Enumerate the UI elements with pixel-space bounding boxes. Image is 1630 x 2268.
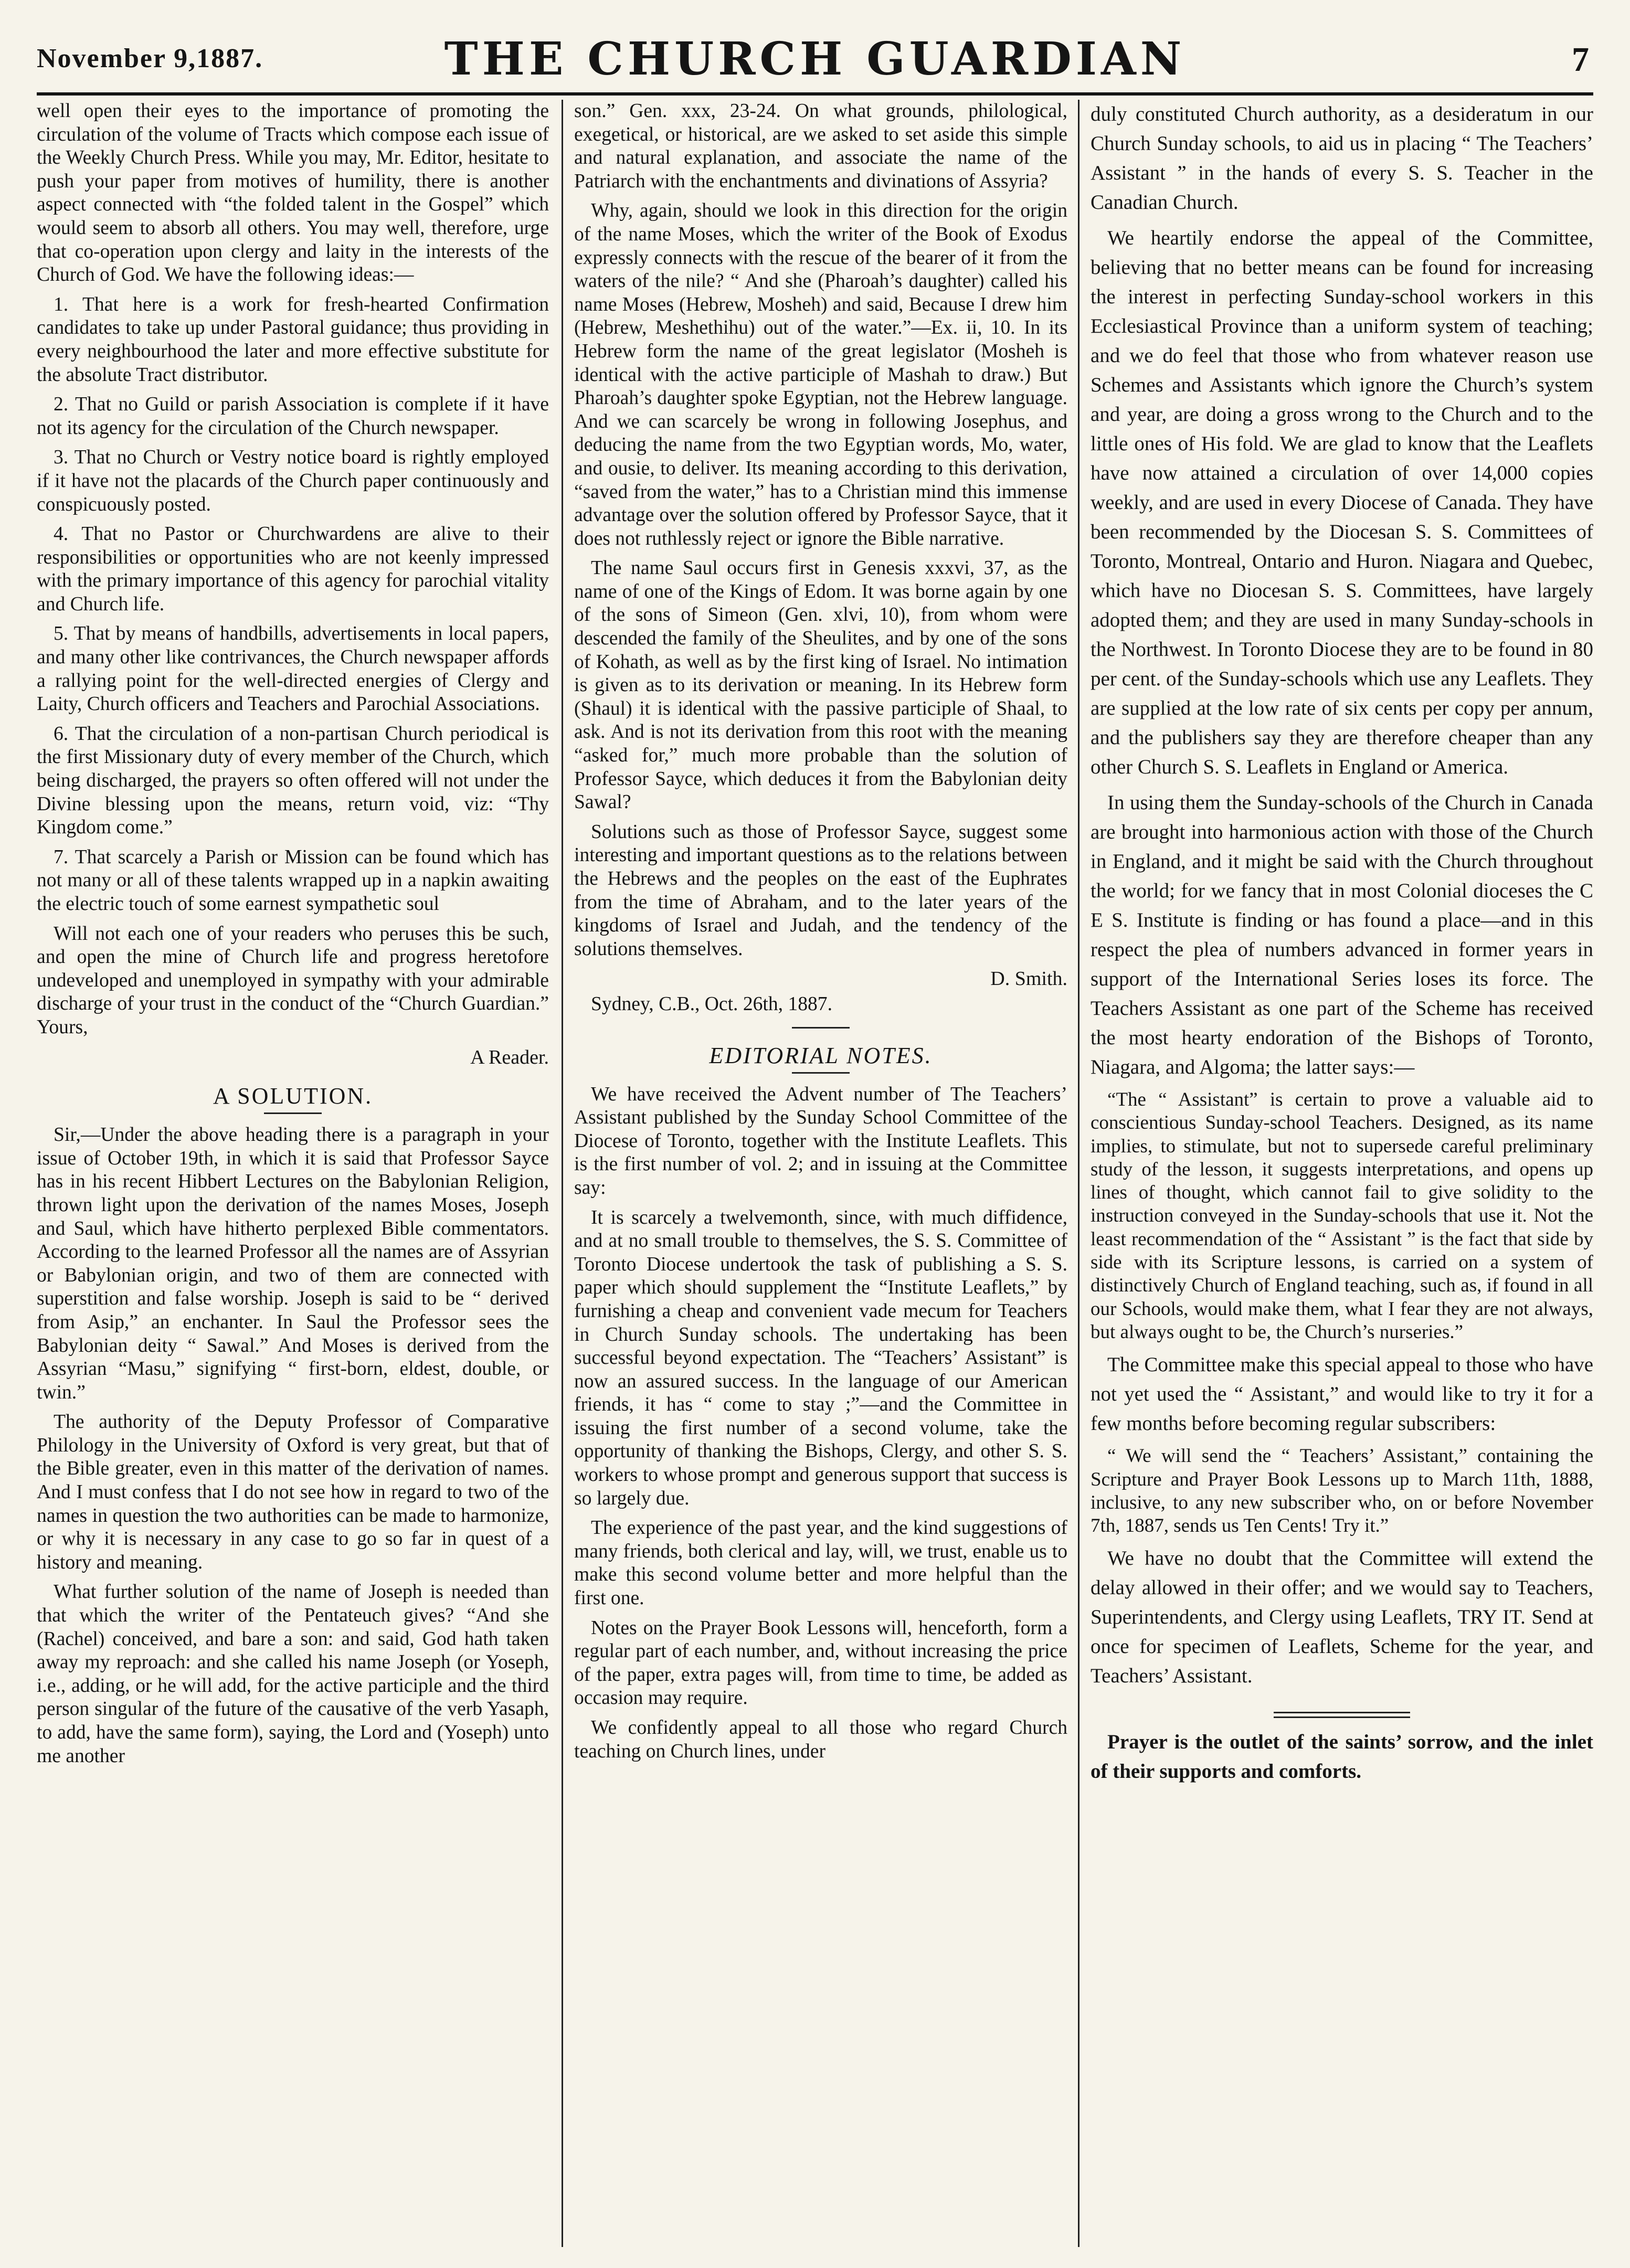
article-paragraph: The name Saul occurs first in Genesis xxxvi, 37, as the name of one of the Kings of Edom. It was borne again by one of the sons of Simeon (Gen. xlvi, 10), from whom were descended the family of the Sheulites, and by one of the sons of Kohath, as well as by the first king of Israel. No intimation is given as to its derivation or meaning. In its Hebrew form (Shaul) it is identical with the passive participle of Shaal, to ask. And is not its derivation from this root with the meaning “asked for,” much more probable than the solution of Professor Sayce, which deduces it from the Babylonian deity Sawal? [574, 557, 1067, 813]
article-paragraph: Notes on the Prayer Book Lessons will, henceforth, form a regular part of each number, and, without increasing the price of the paper, extra pages will, from time to time, be added as occasion may require. [574, 1617, 1067, 1709]
article-paragraph: We heartily endorse the appeal of the Committee, believing that no better means can be found for increasing the interest in perfecting Sunday-school workers in this Ecclesiastical Province than a uniform system of teaching; and we do feel that those who from whatever reason use Schemes and Assistants which ignore the Church’s system and year, are doing a gross wrong to the Church and to the little ones of His fold. We are glad to know that the Leaflets have now attained a circulation of over 14,000 copies weekly, and are used in every Diocese of Canada. They have been recommended by the Diocesan S. S. Committees of Toronto, Montreal, Ontario and Huron. Niagara and Quebec, which have no Diocesan S. S. Committees, have largely adopted them; and they are used in many Sunday-schools in the Northwest. In Toronto Diocese they are to be found in 80 per cent. of the Sunday-schools which use any Leaflets. They are supplied at the low rate of six cents per copy per annum, and the publishers say they are therefore cheaper than any other Church S. S. Leaflets in England or America. [1091, 227, 1593, 778]
article-paragraph: It is scarcely a twelvemonth, since, with much diffidence, and at no small trouble to themselves, the S. S. Committee of Toronto Diocese undertook the task of publishing a S. S. paper which should supplement the “Institute Leaflets,” by furnishing a cheap and convenient vade mecum for Teachers in Church Sunday schools. The undertaking has been successful beyond expectation. The “Teachers’ Assistant” is now an assured success. In the language of our American friends, it has “ come to stay ;”—and the Committee in issuing the first number of a second volume, take the opportunity of thanking the Bishops, Clergy, and other S. S. workers to whose prompt and generous support that success is so largely due. [574, 1206, 1067, 1509]
article-paragraph: Sir,—Under the above heading there is a paragraph in your issue of October 19th, in which it is said that Professor Sayce has in his recent Hibbert Lectures on the Babylonian Religion, thrown light upon the derivation of the names Moses, Joseph and Saul, which have hitherto perplexed Bible commentators. According to the learned Professor all the names are of Assyrian or Babylonian origin, and two of them are connected with superstition and false worship. Joseph is said to be “ derived from Asip,” an enchanter. In Saul the Professor sees the Babylonian deity “ Sawal.” And Moses is derived from the Assyrian “Masu,” signifying “ first-born, eldest, double, or twin.” [37, 1124, 549, 1403]
section-heading: A SOLUTION. [213, 1083, 373, 1109]
list-item: 1. That here is a work for fresh-hearted Confirmation candidates to take up under Pastoral guidance; thus providing in every neighbourhood the later and more effective substitute for the absolute Tract distributor. [37, 293, 549, 386]
page-number: 7 [1572, 40, 1589, 79]
column-divider [1078, 100, 1079, 2247]
dateline: Sydney, C.B., Oct. 26th, 1887. [591, 993, 832, 1015]
article-paragraph: Why, again, should we look in this direction for the origin of the name Moses, which the writer of the Book of Exodus expressly connects with the rescue of the bearer of it from the waters of the nile? “ And she (Pharoah’s daughter) called his name Moses (Hebrew, Mosheh) and said, Because I drew him (Hebrew, Meshethihu) out of the water.”—Ex. ii, 10. In its Hebrew form the name of the great legislator (Mosheh is identical with the active participle of Mashah to draw.) But Pharoah’s daughter spoke Egyptian, not the Hebrew language. And we can scarcely be wrong in following Josephus, and deducing the name from the two Egyptian words, Mo, water, and ousie, to deliver. Its meaning according to this derivation, “saved from the water,” has to a Christian mind this immense advantage over the solution offered by Professor Sayce, that it does not ruthlessly reject or ignore the Bible narrative. [574, 200, 1067, 549]
quoted-paragraph: “ We will send the “ Teachers’ Assistant,” containing the Scripture and Prayer Book Lessons up to March 11th, 1888, inclusive, to any new subscriber who, on or before November 7th, 1887, sends us Ten Cents! Try it.” [1091, 1445, 1593, 1537]
heading-rule [792, 1072, 850, 1074]
article-paragraph: We confidently appeal to all those who regard Church teaching on Church lines, under [574, 1717, 1067, 1762]
article-paragraph: son.” Gen. xxx, 23-24. On what grounds, philological, exegetical, or historical, are we asked to set aside this simple and natural explanation, and associate the name of the Patriarch with the enchantments and divinations of Assyria? [574, 100, 1067, 192]
section-rule [792, 1027, 850, 1029]
list-item: 4. That no Pastor or Churchwardens are alive to their responsibilities or opportunities who are not keenly impressed with the primary importance of this agency for parochial vitality and Church life. [37, 523, 549, 615]
column-2 [574, 100, 1067, 2247]
article-paragraph: We have no doubt that the Committee will extend the delay allowed in their offer; and we would say to Teachers, Superintendents, and Clergy using Leaflets, TRY IT. Send at once for specimen of Leaflets, Scheme for the year, and Teachers’ Assistant. [1091, 1547, 1593, 1688]
column-3 [1091, 100, 1593, 2247]
column-1 [37, 100, 549, 2247]
list-item: 3. That no Church or Vestry notice board is rightly employed if it have not the placards of the Church paper continuously and conspicuously posted. [37, 447, 549, 515]
list-item: 6. That the circulation of a non-partisan Church periodical is the first Missionary duty of every member of the Church, which being discharged, the prayers so often offered will not under the Divine blessing upon the means, return void, viz: “Thy Kingdom come.” [37, 723, 549, 839]
list-item: 5. That by means of handbills, advertisements in local papers, and many other like contrivances, the Church newspaper affords a rallying point for the well-directed energies of Clergy and Laity, Church officers and Teachers and Parochial Associations. [37, 623, 549, 715]
article-paragraph: In using them the Sunday-schools of the Church in Canada are brought into harmonious action with those of the Church in England, and it might be said with the Church throughout the world; for we fancy that in most Colonial dioceses the C E S. Institute is finding or has found a place—and in this respect the plea of numbers advanced in former years in support of the International Series loses its force. The Teachers Assistant as one part of the Scheme has received the most hearty endoration of the Bishops of Toronto, Niagara, and Algoma; the latter says:— [1091, 791, 1593, 1078]
signature: A Reader. [470, 1046, 549, 1068]
article-paragraph: Solutions such as those of Professor Sayce, suggest some interesting and important questions as to the relations between the Hebrews and the peoples on the east of the Euphrates from the time of Abraham, and to the later years of the kingdoms of Israel and Judah, and the tendency of the solutions themselves. [574, 821, 1067, 960]
heading-rule [264, 1112, 322, 1114]
column-divider [562, 100, 563, 2247]
article-paragraph: We have received the Advent number of The Teachers’ Assistant published by the Sunday School Committee of the Diocese of Toronto, together with the Institute Leaflets. This is the first number of vol. 2; and in issuing at the Committee say: [574, 1083, 1067, 1199]
list-item: 2. That no Guild or parish Association is complete if it have not its agency for the circulation of the Church newspaper. [37, 394, 549, 439]
section-rule [1274, 1712, 1410, 1718]
letter-paragraph: well open their eyes to the importance of promoting the circulation of the volume of Tracts which compose each issue of the Weekly Church Press. While you may, Mr. Editor, hesitate to push your paper from motives of humility, there is another aspect connected with “the folded talent in the Gospel” which would seem to absorb all others. You may well, therefore, urge that co-operation upon clergy and laity in the interests of the Church of God. We have the following ideas:— [37, 100, 549, 286]
quoted-paragraph: “The “ Assistant” is certain to prove a valuable aid to conscientious Sunday-school Teachers. Designed, as its name implies, to stimulate, but not to supersede careful preliminary study of the lesson, it suggests interpretations, and opens up lines of thought, which cannot fail to give solidity to the instruction conveyed in the Sunday-schools that use it. Not the least recommendation of the “ Assistant ” is the fact that side by side with its Scripture lessons, is carried on a system of distinctively Church of England teaching, such as, if found in all our Schools, would make them, what I fear they are not always, but always ought to be, the Church’s nurseries.” [1091, 1089, 1593, 1343]
issue-date: November 9,1887. [37, 44, 263, 73]
list-item: 7. That scarcely a Parish or Mission can be found which has not many or all of these talents wrapped up in a napkin awaiting the electric touch of some earnest sympathetic soul [37, 846, 549, 915]
closing-quote: Prayer is the outlet of the saints’ sorrow, and the inlet of their supports and comforts. [1091, 1731, 1593, 1783]
section-heading: EDITORIAL NOTES. [709, 1042, 933, 1068]
article-paragraph: The Committee make this special appeal to those who have not yet used the “ Assistant,” and would like to try it for a few months before becoming regular subscribers: [1091, 1353, 1593, 1435]
article-paragraph: What further solution of the name of Joseph is needed than that which the writer of the Pentateuch gives? “And she (Rachel) conceived, and bare a son: and said, God hath taken away my reproach: and she called his name Joseph (or Yoseph, i.e., adding, or he will add, for the active participle and the third person singular of the future of the causative of the verb Yasaph, to add, have the same form), saying, the Lord and (Yoseph) unto me another [37, 1581, 549, 1767]
letter-paragraph: Will not each one of your readers who peruses this be such, and open the mine of Church life and progress heretofore undeveloped and unemployed in sympathy with your admirable discharge of your trust in the conduct of the “Church Guardian.” Yours, [37, 923, 549, 1038]
article-paragraph: The experience of the past year, and the kind suggestions of many friends, both clerical and lay, will, we trust, enable us to make this second volume better and more helpful than the first one. [574, 1517, 1067, 1609]
masthead [37, 33, 1593, 90]
signature: D. Smith. [990, 968, 1067, 990]
article-paragraph: The authority of the Deputy Professor of Comparative Philology in the University of Oxford is very great, but that of the Bible greater, even in this matter of the derivation of names. And I must confess that I do not see how in regard to two of the names in question the two authorities can be made to harmonize, or why it is necessary in any case to go so far in quest of a history and meaning. [37, 1411, 549, 1573]
article-paragraph: duly constituted Church authority, as a desideratum in our Church Sunday schools, to aid us in placing “ The Teachers’ Assistant ” in the hands of every S. S. Teacher in the Canadian Church. [1091, 103, 1593, 214]
masthead-rule [37, 92, 1593, 96]
newspaper-title: THE CHURCH GUARDIAN [444, 33, 1186, 86]
